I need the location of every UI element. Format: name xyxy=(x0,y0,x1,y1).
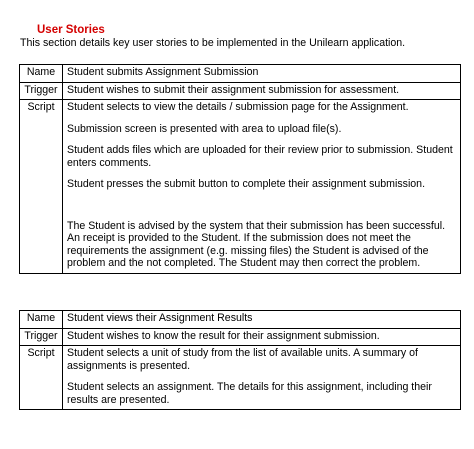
row-label: Trigger xyxy=(20,328,63,346)
story-trigger-text: Student wishes to submit their assignment submission for assessment. xyxy=(67,83,400,96)
script-step: Student presses the submit button to complete their assignment submission. xyxy=(67,178,426,190)
row-label: Script xyxy=(20,346,63,410)
user-story-table-view-results xyxy=(19,310,461,410)
story-row-name xyxy=(20,311,461,329)
story-name-text: Student submits Assignment Submission xyxy=(67,66,259,78)
story-row-script xyxy=(20,100,461,274)
story-row-trigger xyxy=(20,82,461,100)
row-label: Script xyxy=(20,100,63,274)
script-step: The Student is advised by the system that their submission has been successful. An receipt is provided to the Student. If the submission does not meet the requirements the assignment (e.g. missing files) the Student is advised of the problem and the not completed. The Student may then correct the problem. xyxy=(67,219,446,269)
row-label: Name xyxy=(20,311,63,329)
blank-space xyxy=(67,200,456,220)
story-row-name xyxy=(20,65,461,83)
row-content xyxy=(63,100,461,274)
script-step: Submission screen is presented with area to upload file(s). xyxy=(67,122,342,135)
script-step: Student selects an assignment. The details for this assignment, including their results are presented. xyxy=(67,381,432,406)
script-step: Student adds files which are uploaded for their review prior to submission. Student enters comments. xyxy=(67,144,453,169)
story-row-trigger xyxy=(20,328,461,346)
row-label: Trigger xyxy=(20,82,63,100)
row-content xyxy=(63,328,461,346)
row-content xyxy=(63,346,461,410)
row-content xyxy=(63,65,461,83)
script-step: Student selects a unit of study from the list of available units. A summary of assignments is presented. xyxy=(67,347,418,372)
section-intro: This section details key user stories to be implemented in the Unilearn application. xyxy=(20,37,406,49)
row-label: Name xyxy=(20,65,63,83)
story-row-script xyxy=(20,346,461,410)
story-name-text: Student views their Assignment Results xyxy=(67,312,253,324)
row-content xyxy=(63,311,461,329)
user-story-table-submit-assignment xyxy=(19,64,461,274)
row-content xyxy=(63,82,461,100)
section-heading: User Stories xyxy=(37,24,105,36)
script-step: Student selects to view the details / submission page for the Assignment. xyxy=(67,101,409,113)
story-trigger-text: Student wishes to know the result for their assignment submission. xyxy=(67,329,380,342)
